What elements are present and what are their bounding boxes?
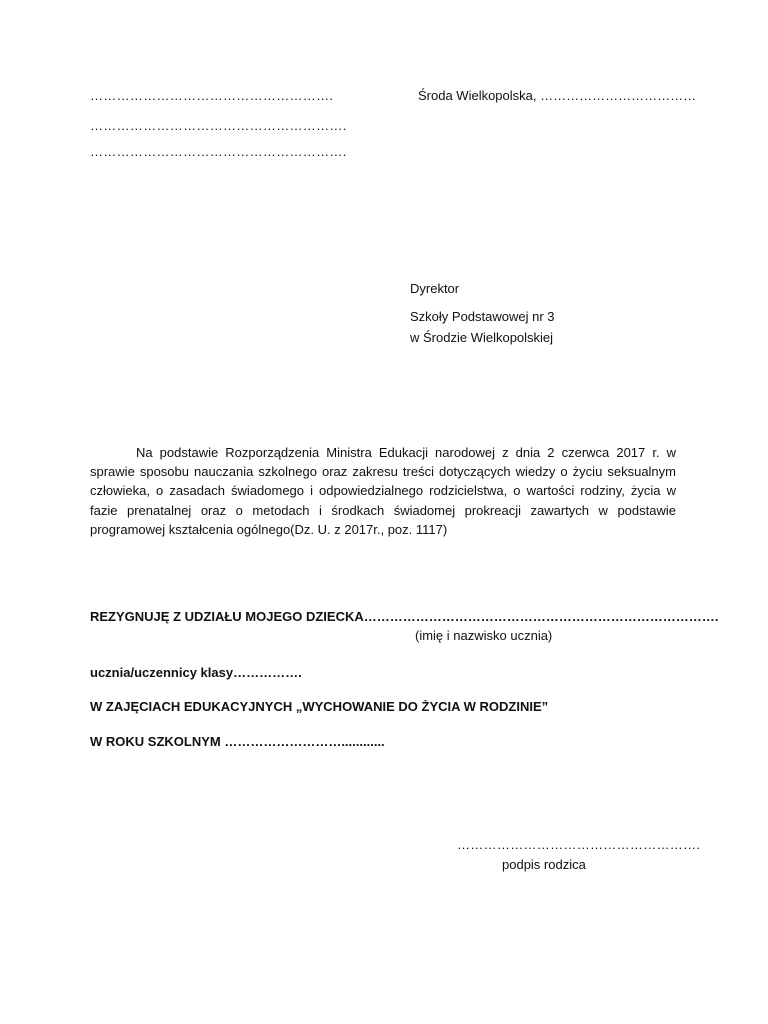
place-date: Środa Wielkopolska, ……………………………… — [418, 88, 697, 103]
body-paragraph-container — [90, 443, 676, 539]
body-paragraph: Na podstawie Rozporządzenia Ministra Edukacji narodowej z dnia 2 czerwca 2017 r. w sprawie sposobu nauczania szkolnego oraz zakresu treści dotyczących wiedzy o życiu seksualnym człowieka, o zasadach świadomego i odpowiedzialnego rodzicielstwa, o wartości rodziny, życia w fazie prenatalnej oraz o metodach i środkach świadomej prokreacji zawartych w podstawie programowej kształcenia ogólnego(Dz. U. z 2017r., poz. 1117) — [90, 445, 676, 537]
sender-line-3: …………………………………………………. — [90, 144, 347, 159]
student-name-caption: (imię i nazwisko ucznia) — [415, 628, 553, 643]
activity-line: W ZAJĘCIACH EDUKACYJNYCH „WYCHOWANIE DO ŻYCIA W RODZINIE” — [90, 699, 549, 714]
signature-line: ………………………………………………. — [457, 837, 701, 852]
school-year-line: W ROKU SZKOLNYM ………………………............ — [90, 734, 385, 749]
signature-caption: podpis rodzica — [502, 857, 586, 872]
sender-line-1: ………………………………………………. — [90, 88, 334, 103]
resign-line: REZYGNUJĘ Z UDZIAŁU MOJEGO DZIECKA………………………………………………………………………. — [90, 609, 719, 624]
recipient-school: Szkoły Podstawowej nr 3 — [410, 309, 555, 324]
recipient-title: Dyrektor — [410, 281, 460, 296]
class-line: ucznia/uczennicy klasy……………. — [90, 665, 302, 680]
sender-line-2: …………………………………………………. — [90, 118, 347, 133]
recipient-town: w Środzie Wielkopolskiej — [410, 330, 554, 345]
